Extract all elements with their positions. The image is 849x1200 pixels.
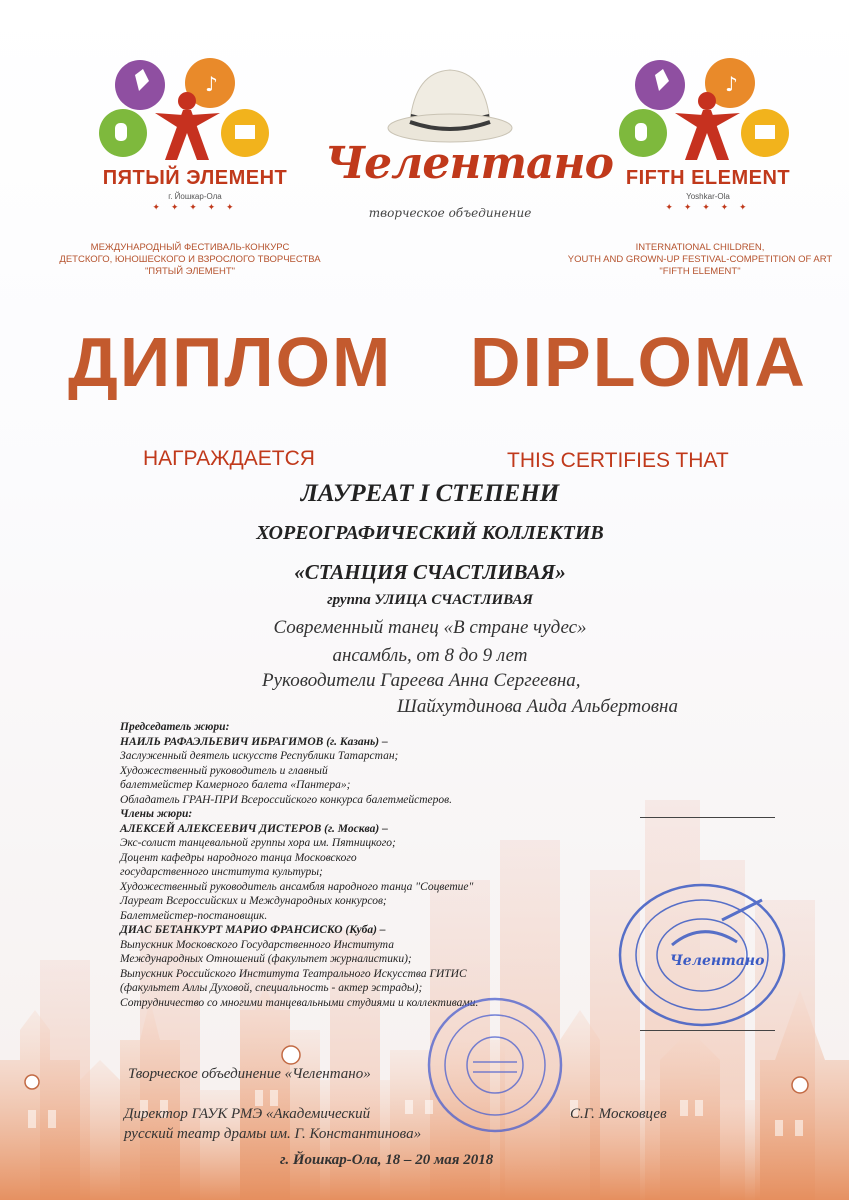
stamp-brand: Челентано	[670, 953, 765, 969]
jury-line: Международных Отношений (факультет журналистики);	[120, 953, 412, 965]
left-ornament: ✦ ✦ ✦ ✦ ✦	[152, 203, 238, 213]
award-name: «СТАНЦИЯ СЧАСТЛИВАЯ»	[294, 560, 566, 584]
footer-place-date: г. Йошкар-Ола, 18 – 20 мая 2018	[280, 1152, 494, 1168]
svg-text:♪: ♪	[205, 72, 218, 96]
jury-line: Доцент кафедры народного танца Московского	[120, 851, 357, 864]
brand-subtitle: творческое объединение	[368, 206, 532, 220]
round-stamp-chelentano	[612, 880, 792, 1030]
award-category: ансамбль, от 8 до 9 лет	[332, 645, 528, 666]
left-festival-line-1: МЕЖДУНАРОДНЫЙ ФЕСТИВАЛЬ-КОНКУРС	[90, 242, 290, 253]
left-logo-title: ПЯТЫЙ ЭЛЕМЕНТ	[102, 167, 288, 189]
jury-line: Балетмейстер-постановщик.	[120, 909, 268, 922]
jury-line: Выпускник Российского Института Театрального Искусства ГИТИС	[120, 967, 467, 980]
jury-line: Художественный руководитель ансамбля народного танца "Соцветие"	[120, 880, 474, 893]
hat-icon	[385, 62, 515, 147]
heading-en: DIPLOMA	[470, 323, 807, 401]
footer-director-line-2: русский театр драмы им. Г. Константинова»	[124, 1126, 422, 1142]
jury-line: государственного института культуры;	[120, 866, 323, 878]
certifies-ru: НАГРАЖДАЕТСЯ	[143, 447, 315, 470]
left-festival-line-2: ДЕТСКОГО, ЮНОШЕСКОГО И ВЗРОСЛОГО ТВОРЧЕСТВА	[59, 254, 321, 265]
jury-line: Председатель жюри:	[120, 721, 230, 733]
award-degree: ЛАУРЕАТ I СТЕПЕНИ	[300, 480, 560, 507]
right-festival-line-2: YOUTH AND GROWN-UP FESTIVAL-COMPETITION OF ART	[567, 254, 833, 265]
fifth-element-emblem-left	[95, 55, 280, 170]
brand-name: Челентано	[325, 138, 613, 189]
left-festival-line-3: "ПЯТЫЙ ЭЛЕМЕНТ"	[144, 266, 236, 277]
svg-text:♪: ♪	[725, 72, 738, 96]
signature-line-top	[640, 817, 775, 818]
jury-line: АЛЕКСЕЙ АЛЕКСЕЕВИЧ ДИСТЕРОВ (г. Москва) –	[120, 822, 388, 835]
jury-line: Экс-солист танцевальной группы хора им. Пятницкого;	[120, 837, 396, 849]
right-festival-line-3: "FIFTH ELEMENT"	[659, 266, 741, 277]
jury-line: Заслуженный деятель искусств Республики Татарстан;	[120, 750, 399, 762]
award-leaders-line-1: Руководители Гареева Анна Сергеевна,	[262, 670, 581, 691]
certifies-en: THIS CERTIFIES THAT	[507, 449, 729, 472]
right-ornament: ✦ ✦ ✦ ✦ ✦	[665, 203, 751, 213]
left-logo-city: г. Йошкар-Ола	[168, 192, 222, 201]
right-logo-city: Yoshkar-Ola	[686, 192, 730, 201]
award-collective: ХОРЕОГРАФИЧЕСКИЙ КОЛЛЕКТИВ	[256, 522, 604, 544]
jury-line: балетмейстер Камерного балета «Пантера»;	[120, 779, 351, 791]
left-festival-description	[45, 242, 335, 278]
jury-list	[120, 720, 580, 1010]
jury-line: Обладатель ГРАН-ПРИ Всероссийского конкурса балетмейстеров.	[120, 793, 453, 806]
jury-line: Члены жюри:	[120, 808, 193, 820]
footer-director-line-1: Директор ГАУК РМЭ «Академический	[124, 1106, 371, 1122]
fifth-element-emblem-right	[615, 55, 800, 170]
award-nomination: Современный танец «В стране чудес»	[273, 617, 587, 638]
jury-line: Художественный руководитель и главный	[120, 764, 328, 777]
award-leaders-line-2: Шайхутдинова Аида Альбертовна	[397, 696, 678, 717]
round-stamp-theatre	[425, 990, 565, 1140]
right-festival-line-1: INTERNATIONAL CHILDREN,	[635, 242, 765, 253]
right-festival-description	[555, 242, 845, 278]
award-group: группа УЛИЦА СЧАСТЛИВАЯ	[327, 592, 533, 608]
jury-line: Выпускник Московского Государственного Института	[120, 938, 394, 951]
heading-ru: ДИПЛОМ	[68, 323, 393, 401]
signature-line-middle	[640, 1030, 775, 1031]
jury-line: НАИЛЬ РАФАЭЛЬЕВИЧ ИБРАГИМОВ (г. Казань) –	[120, 735, 388, 748]
right-logo-title: FIFTH ELEMENT	[625, 167, 791, 189]
jury-line: Лауреат Всероссийских и Международных конкурсов;	[120, 895, 387, 907]
footer-org: Творческое объединение «Челентано»	[128, 1066, 371, 1082]
jury-line: ДИАС БЕТАНКУРТ МАРИО ФРАНСИСКО (Куба) –	[120, 924, 386, 936]
jury-line: Сотрудничество со многими танцевальными студиями и коллективами.	[120, 996, 479, 1009]
footer-director-name: С.Г. Московцев	[570, 1106, 667, 1122]
jury-line: (факультет Аллы Духовой, специальность - актер эстрады);	[120, 982, 423, 994]
